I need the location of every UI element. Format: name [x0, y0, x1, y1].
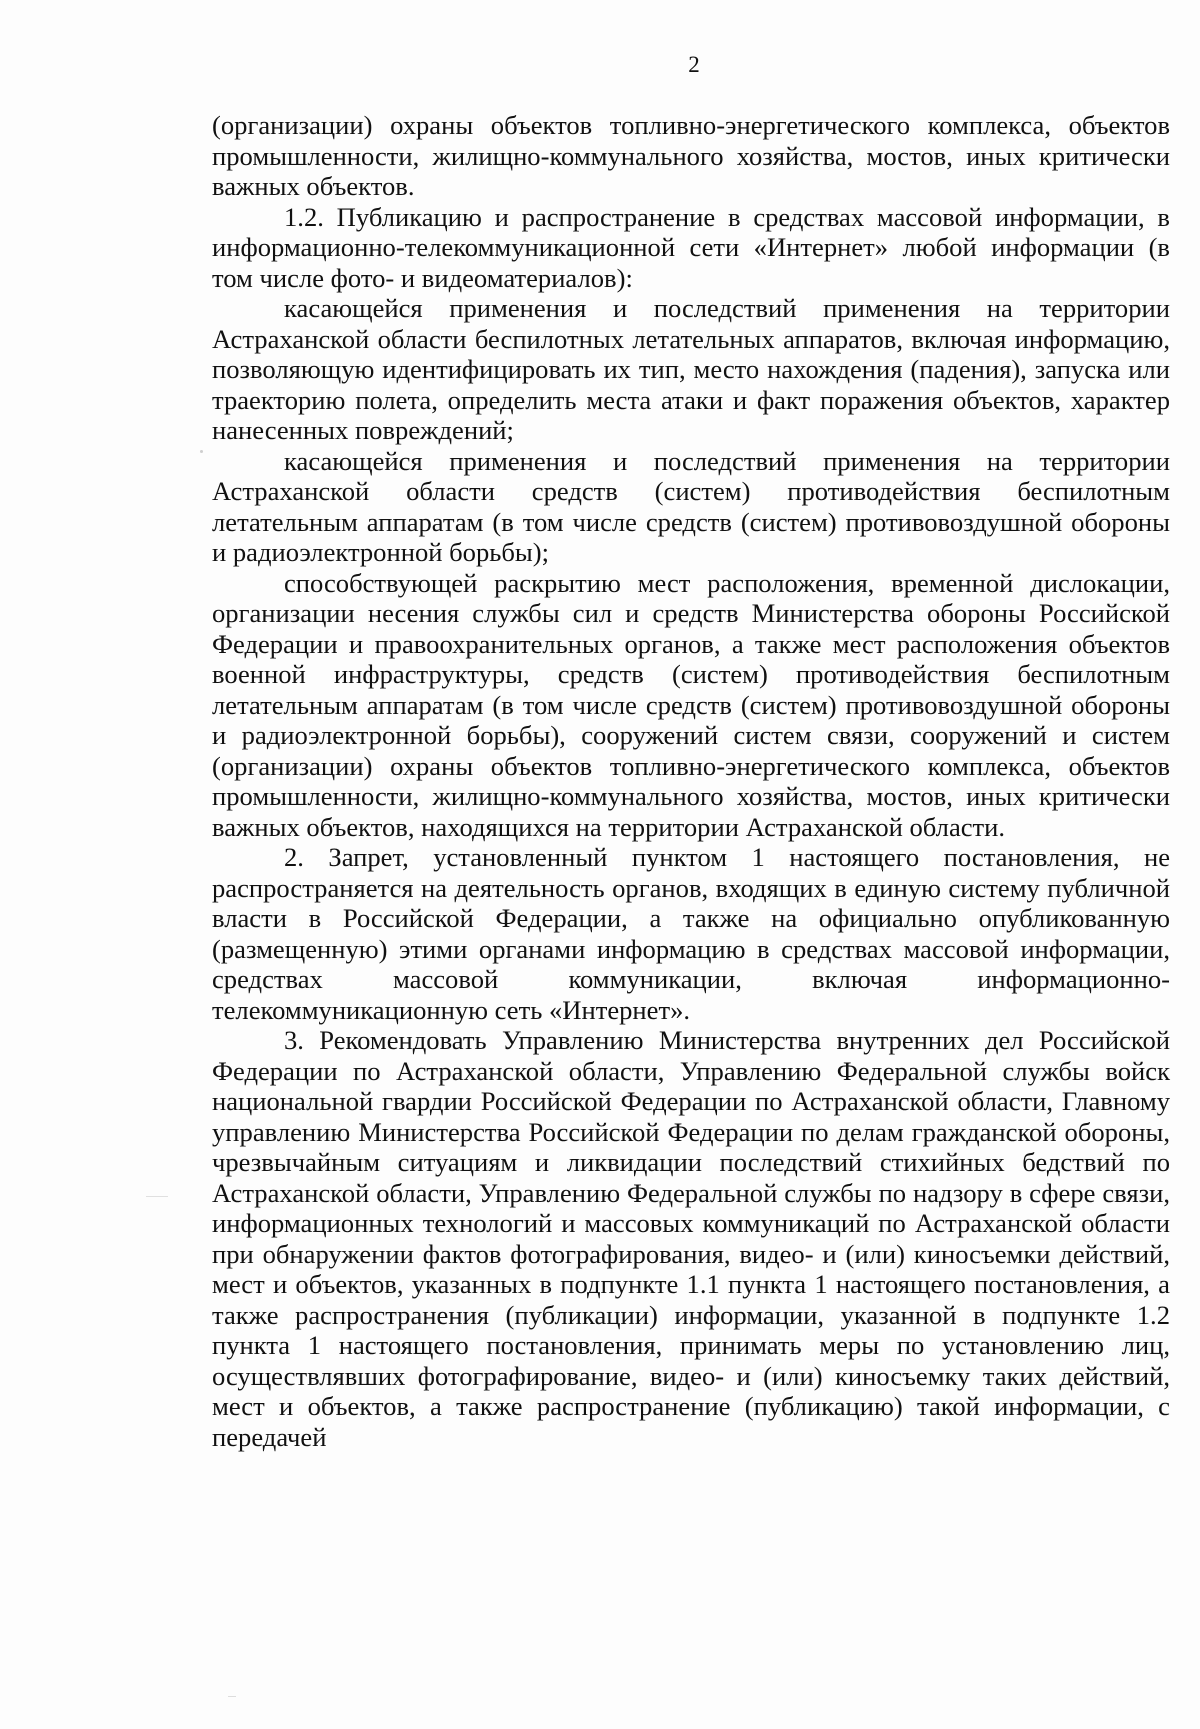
- paragraph-2: 2. Запрет, установленный пунктом 1 настоящего постановления, не распространяется на деятельность органов, входящих в единую систему публичной власти в Российской Федерации, а также на официально опубликованную (размещенную) этими органами информацию в средствах массовой информации, средствах массовой коммуникации, включая информационно-телекоммуникационную сеть «Интернет».: [212, 842, 1170, 1025]
- paragraph-3: 3. Рекомендовать Управлению Министерства внутренних дел Российской Федерации по Астраханской области, Управлению Федеральной службы войск национальной гвардии Российской Федерации по Астраханской области, Главному управлению Министерства Российской Федерации по делам гражданской обороны, чрезвычайным ситуациям и ликвидации последствий стихийных бедствий по Астраханской области, Управлению Федеральной службы по надзору в сфере связи, информационных технологий и массовых коммуникаций по Астраханской области при обнаружении фактов фотографирования, видео- и (или) киносъемки действий, мест и объектов, указанных в подпункте 1.1 пункта 1 настоящего постановления, а также распространения (публикации) информации, указанной в подпункте 1.2 пункта 1 настоящего постановления, принимать меры по установлению лиц, осуществлявших фотографирование, видео- и (или) киносъемку таких действий, мест и объектов, а также распространение (публикацию) такой информации, с передачей: [212, 1025, 1170, 1452]
- scan-speck: [200, 450, 203, 453]
- paragraph-1-2: 1.2. Публикацию и распространение в средствах массовой информации, в информационно-телекоммуникационной сети «Интернет» любой информации (в том числе фото- и видеоматериалов):: [212, 201, 1170, 293]
- document-body: [212, 110, 1170, 1452]
- paragraph-locations: способствующей раскрытию мест расположения, временной дислокации, организации несения службы сил и средств Министерства обороны Российской Федерации и правоохранительных органов, а также мест расположения объектов военной инфраструктуры, средств (систем) противодействия беспилотным летательным аппаратам (в том числе средств (систем) противовоздушной обороны и радиоэлектронной борьбы), сооружений систем связи, сооружений и систем (организации) охраны объектов топливно-энергетического комплекса, объектов промышленности, жилищно-коммунального хозяйства, мостов, иных критически важных объектов, находящихся на территории Астраханской области.: [212, 567, 1170, 842]
- paragraph-counter-drone-systems: касающейся применения и последствий применения на территории Астраханской области средств (систем) противодействия беспилотным летательным аппаратам (в том числе средств (систем) противовоздушной обороны и радиоэлектронной борьбы);: [212, 445, 1170, 567]
- scan-speck: [146, 1196, 168, 1197]
- scan-speck: [228, 1696, 236, 1697]
- paragraph-continuation: (организации) охраны объектов топливно-энергетического комплекса, объектов промышленности, жилищно-коммунального хозяйства, мостов, иных критически важных объектов.: [212, 110, 1170, 201]
- paragraph-drones: касающейся применения и последствий применения на территории Астраханской области беспилотных летательных аппаратов, включая информацию, позволяющую идентифицировать их тип, место нахождения (падения), запуска или траекторию полета, определить места атаки и факт поражения объектов, характер нанесенных повреждений;: [212, 293, 1170, 445]
- page-number: 2: [688, 52, 700, 77]
